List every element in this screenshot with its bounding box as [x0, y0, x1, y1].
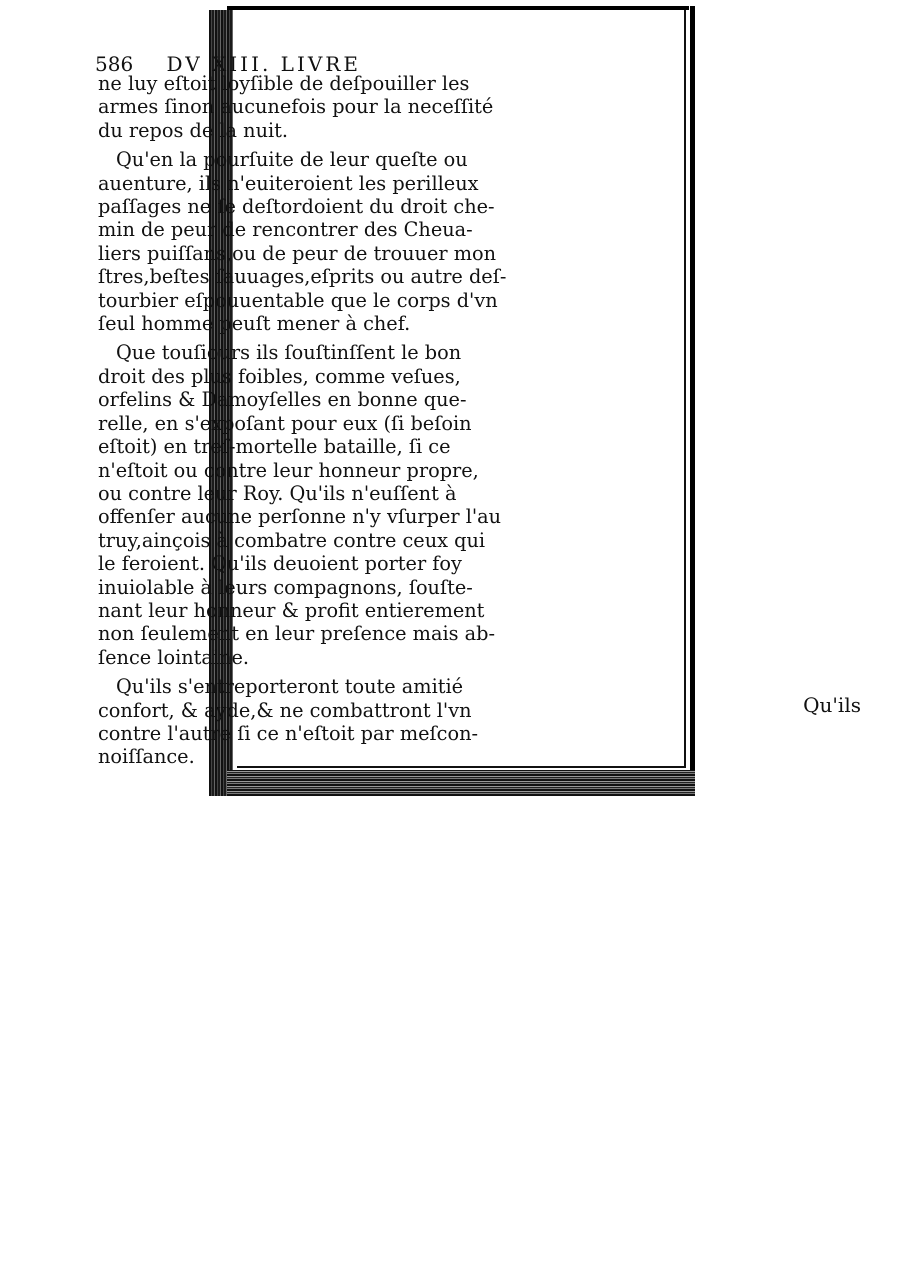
text-line: ſence lointaine.: [98, 645, 250, 669]
text-line: Qu'en la pourſuite de leur queſte ou: [116, 148, 468, 172]
text-line: Que touſiours ils ſouſtinſſent le bon: [116, 341, 462, 365]
main-text-block: [98, 72, 507, 769]
text-line: auenture, ils n'euiteroient les perilleux: [98, 171, 479, 195]
catchword: Qu'ils: [803, 693, 861, 717]
text-line: inuiolable à leurs compagnons, ſouſte-: [98, 575, 473, 599]
text-line: n'eſtoit ou contre leur honneur propre,: [98, 458, 479, 482]
text-line: Qu'ils s'entreporteront toute amitié: [116, 675, 464, 699]
running-head-title: DV XIII. LIVRE: [166, 52, 361, 76]
text-line: offenſer aucune perſonne n'y vſurper l'au: [98, 505, 502, 529]
text-line: ſeul homme peuſt mener à chef.: [98, 312, 411, 336]
text-line: confort, & ayde,& ne combattront l'vn: [98, 698, 472, 722]
text-line: noiſſance.: [98, 745, 195, 769]
paragraph-2: [98, 148, 507, 336]
text-line: droit des plus foibles, comme veſues,: [98, 364, 461, 388]
text-line: armes ſinon aucunefois pour la neceſſité: [98, 95, 494, 119]
text-line: du repos de la nuit.: [98, 118, 289, 142]
text-line: min de peur de rencontrer des Cheua-: [98, 218, 473, 242]
text-line: orfelins & Damoyſelles en bonne que-: [98, 388, 467, 412]
page-bottom-edge: [227, 770, 695, 796]
page-number: 586: [95, 52, 134, 76]
text-line: relle, en s'expoſant pour eux (ſi beſoin: [98, 411, 472, 435]
text-line: nant leur honneur & profit entierement: [98, 598, 485, 622]
text-line: liers puiſſans,ou de peur de trouuer mon: [98, 241, 497, 265]
paragraph-1: [98, 72, 494, 142]
page-right-edge: [690, 6, 695, 796]
paragraph-4: [98, 675, 478, 769]
text-line: ne luy eſtoit loyſible de deſpouiller les: [98, 72, 470, 95]
text-line: paſſages ne ſe deſtordoient du droit che-: [98, 195, 495, 219]
text-line: contre l'autre ſi ce n'eſtoit par meſcon-: [98, 721, 479, 745]
paragraph-3: [98, 341, 502, 669]
text-line: ou contre leur Roy. Qu'ils n'euſſent à: [98, 481, 457, 505]
text-line: tourbier eſpouuentable que le corps d'vn: [98, 288, 498, 312]
text-line: le feroient. Qu'ils deuoient porter foy: [98, 552, 462, 576]
text-line: ſtres,beſtes ſauuages,eſprits ou autre deſ-: [98, 265, 507, 289]
text-line: truy,ainçois à combatre contre ceux qui: [98, 528, 486, 552]
text-line: eſtoit) en treſ-mortelle bataille, ſi ce: [98, 435, 451, 459]
text-line: non ſeulement en leur preſence mais ab-: [98, 622, 495, 646]
